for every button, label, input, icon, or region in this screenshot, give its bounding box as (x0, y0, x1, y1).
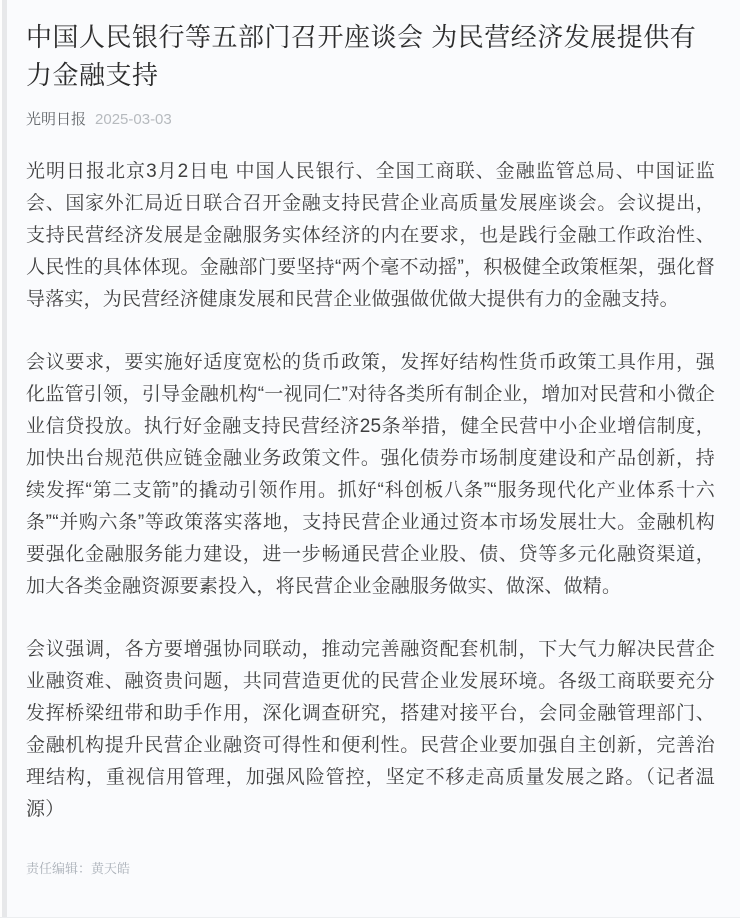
source-name: 光明日报 (26, 111, 87, 128)
article-title: 中国人民银行等五部门召开座谈会 为民营经济发展提供有力金融支持 (26, 22, 697, 90)
article-paragraph: 会议要求，要实施好适度宽松的货币政策，发挥好结构性货币政策工具作用，强化监管引领，引导金融机构“一视同仁”对待各类所有制企业，增加对民营和小微企业信贷投放。执行好金融支持民营经济25条举措，健全民营中小企业增信制度，加快出台规范供应链金融业务政策文件。强化债券市场制度建设和产品创新，持续发挥“第二支箭”的撬动引领作用。抓好“科创板八条”“服务现代化产业体系十六条”“并购六条”等政策落实落地，支持民营企业通过资本市场发展壮大。金融机构要强化金融服务能力建设，进一步畅通民营企业股、债、贷等多元化融资渠道，加大各类金融资源要素投入，将民营企业金融服务做实、做深、做精。 (26, 352, 715, 597)
publish-date: 2025-03-03 (95, 111, 172, 128)
page-left-edge (0, 0, 7, 917)
article-paragraph: 光明日报北京3月2日电 中国人民银行、全国工商联、金融监管总局、中国证监会、国家外汇局近日联合召开金融支持民营企业高质量发展座谈会。会议提出，支持民营经济发展是金融服务实体经济的内在要求，也是践行金融工作政治性、人民性的具体体现。金融部门要坚持“两个毫不动摇”，积极健全政策框架，强化督导落实，为民营经济健康发展和民营企业做强做优做大提供有力的金融支持。 (26, 161, 715, 310)
article-paragraph: 会议强调，各方要增强协同联动，推动完善融资配套机制，下大气力解决民营企业融资难、融资贵问题，共同营造更优的民营企业发展环境。各级工商联要充分发挥桥梁纽带和助手作用，深化调查研究，搭建对接平台，会同金融管理部门、金融机构提升民营企业融资可得性和便利性。民营企业要加强自主创新，完善治理结构，重视信用管理，加强风险管控，坚定不移走高质量发展之路。（记者温源） (26, 639, 715, 820)
article-meta (26, 110, 715, 130)
editor-credit: 责任编辑：黄天皓 (26, 861, 131, 876)
article-body (26, 156, 715, 826)
